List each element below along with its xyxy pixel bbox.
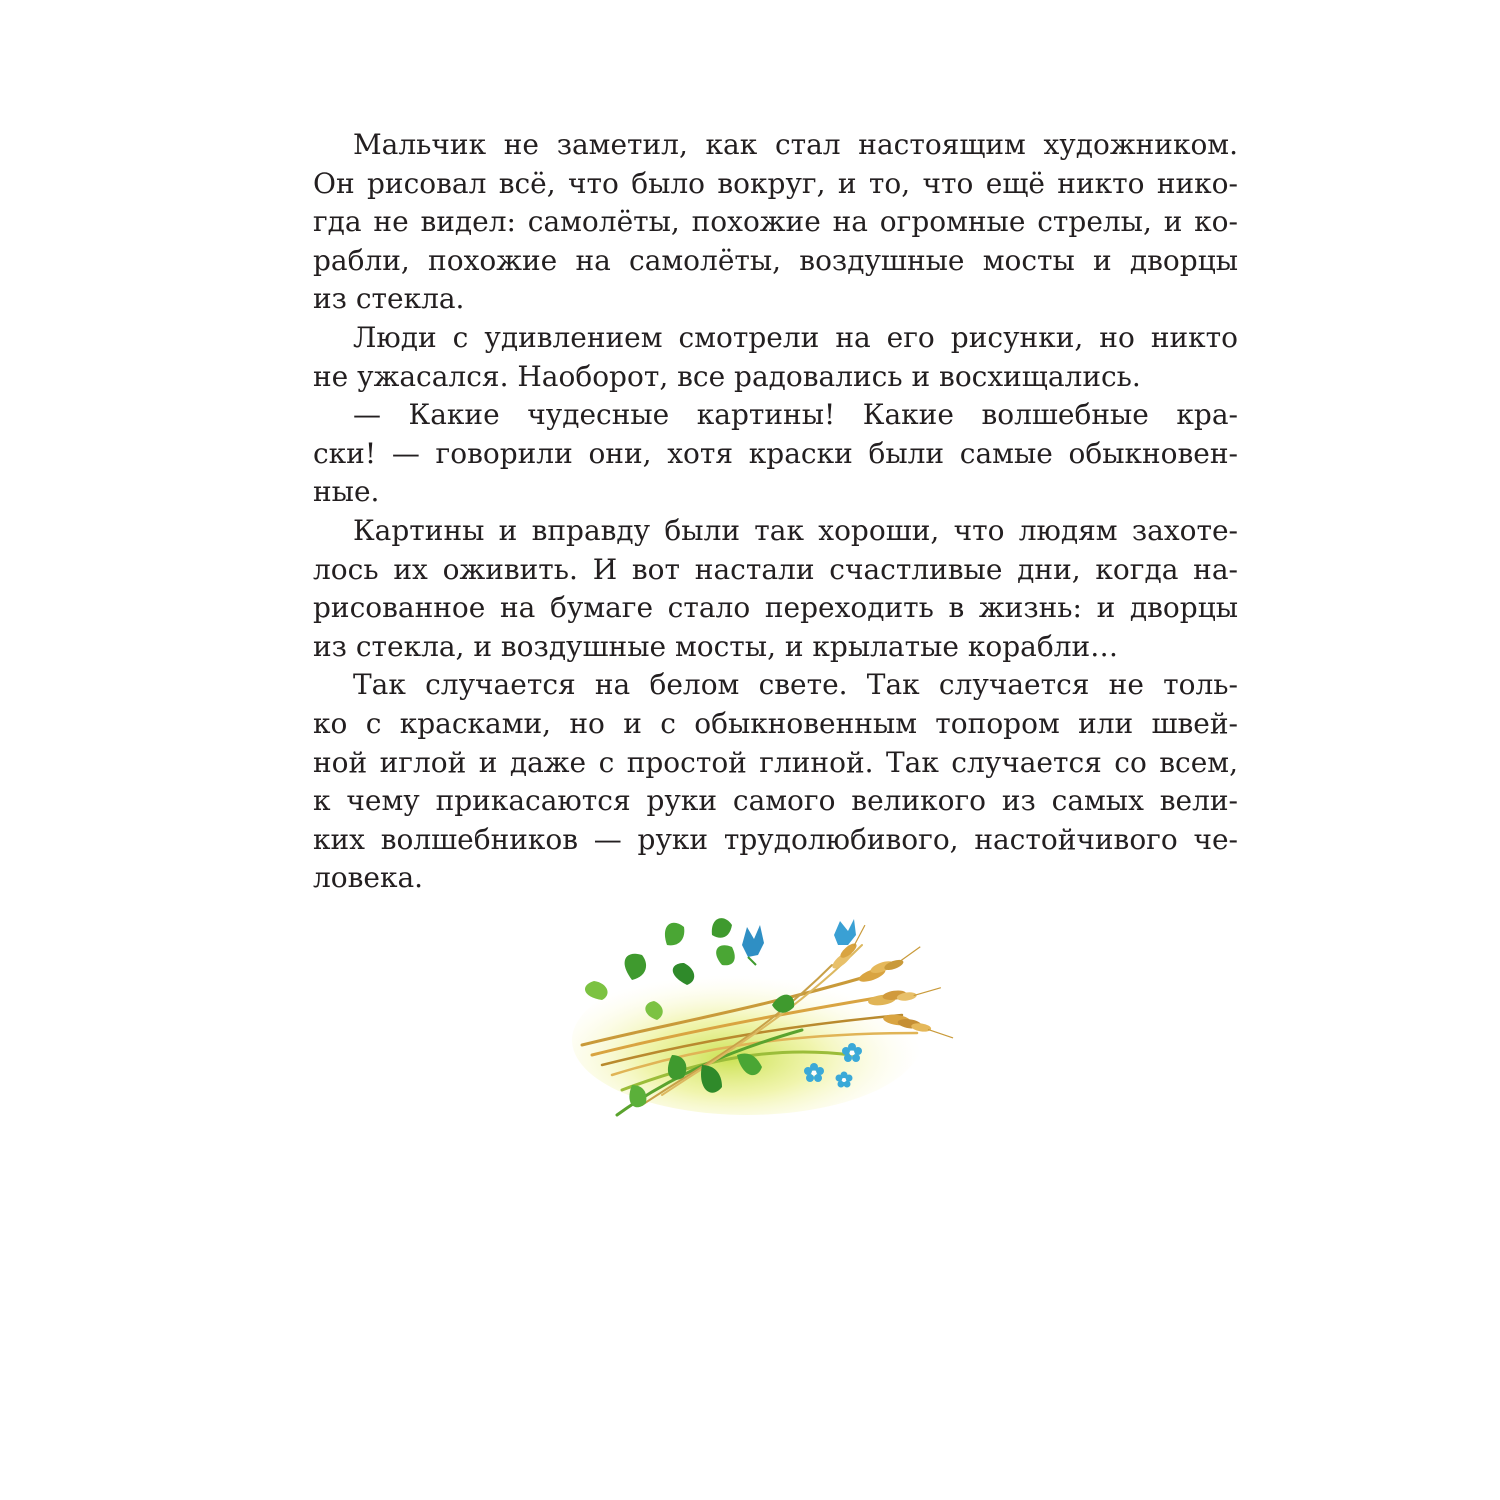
text-line: — Какие чудесные картины! Какие волшебные кра- bbox=[353, 398, 1238, 432]
text-line: гда не видел: самолёты, похожие на огромные стрелы, и ко- bbox=[313, 205, 1238, 239]
text-line: из стекла. bbox=[313, 282, 465, 316]
text-line: Так случается на белом свете. Так случается не толь- bbox=[353, 668, 1238, 702]
text-line: не ужасался. Наоборот, все радовались и восхищались. bbox=[313, 359, 1141, 393]
text-line: к чему прикасаются руки самого великого из самых вели- bbox=[313, 784, 1238, 818]
text-line: из стекла, и воздушные мосты, и крылатые корабли… bbox=[313, 629, 1119, 663]
text-line: Он рисовал всё, что было вокруг, и то, что ещё никто нико- bbox=[313, 166, 1238, 200]
text-line: рабли, похожие на самолёты, воздушные мосты и дворцы bbox=[313, 243, 1238, 277]
text-line: ные. bbox=[313, 475, 380, 509]
text-line: Мальчик не заметил, как стал настоящим художником. bbox=[353, 128, 1238, 161]
text-line: Люди с удивлением смотрели на его рисунки, но никто bbox=[353, 320, 1238, 354]
text-line: Картины и вправду были так хороши, что людям захоте- bbox=[353, 513, 1238, 547]
text-line: ной иглой и даже с простой глиной. Так случается со всем, bbox=[313, 745, 1238, 779]
text-line: лось их оживить. И вот настали счастливые дни, когда на- bbox=[313, 552, 1238, 586]
text-line: ловека. bbox=[313, 861, 424, 895]
story-text bbox=[313, 126, 1238, 898]
wheat-and-flowers-bouquet-icon bbox=[572, 905, 962, 1130]
text-line: рисованное на бумаге стало переходить в жизнь: и дворцы bbox=[313, 591, 1238, 625]
text-line: ко с красками, но и с обыкновенным топором или швей- bbox=[313, 706, 1238, 740]
text-line: ких волшебников — руки трудолюбивого, настойчивого че- bbox=[313, 822, 1238, 856]
text-line: ски! — говорили они, хотя краски были самые обыкновен- bbox=[313, 436, 1238, 470]
